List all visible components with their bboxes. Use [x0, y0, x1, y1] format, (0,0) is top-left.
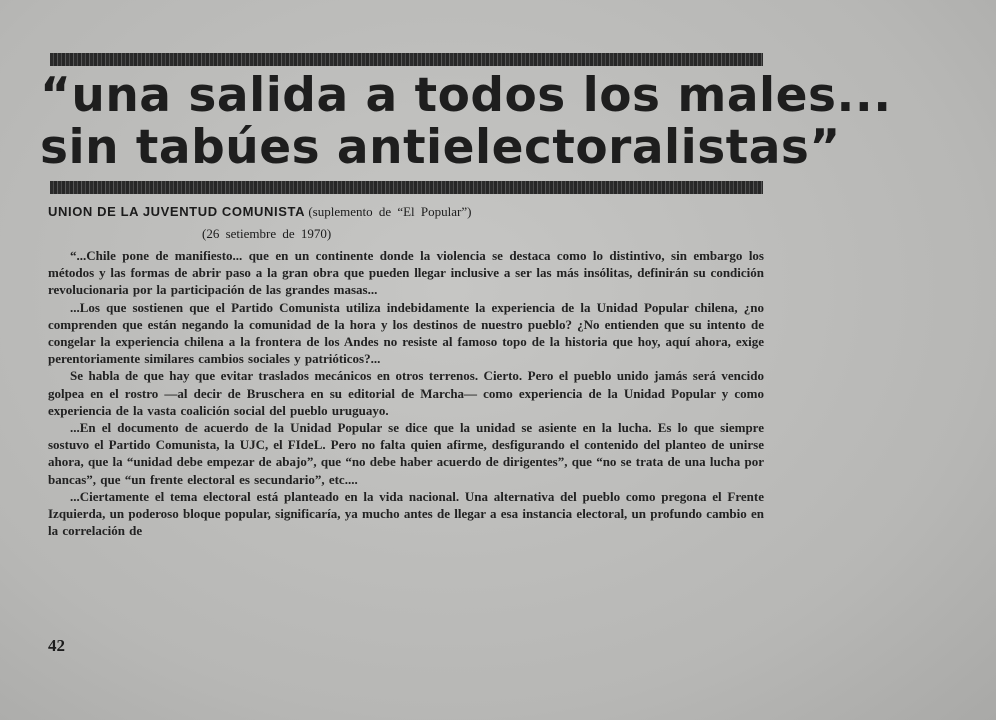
headline-line-2: sin tabúes antielectoralistas” — [40, 120, 841, 175]
bottom-rule — [50, 181, 763, 194]
byline-source: (suplemento de “El Popular”) — [308, 204, 472, 219]
headline-line-1: “una salida a todos los males... — [40, 68, 892, 123]
paragraph: ...Los que sostienen que el Partido Comunista utiliza indebidamente la experiencia de la Unidad Popular chilena, ¿no comprenden que están negando la comunidad de la hora y los destinos de nuestro pueblo? ¿No entienden que su intento de congelar la experiencia chilena a la frontera de los Andes no resiste al famoso topo de la historia que hoy, aquí ahora, exige perentoriamente similares cambios sociales y patrióticos?... — [48, 299, 764, 367]
paragraph: Se habla de que hay que evitar traslados mecánicos en otros terrenos. Cierto. Pero el pueblo unido jamás será vencido golpea en el rostro —al decir de Bruschera en su editorial de Marcha— como experiencia de la Unidad Popular y como experiencia de la vasta coalición social del pueblo uruguayo. — [48, 368, 764, 418]
article-text — [48, 247, 764, 539]
article-body — [48, 203, 764, 539]
byline-date: (26 setiembre de 1970) — [202, 226, 332, 241]
byline — [48, 203, 764, 221]
paragraph: ...En el documento de acuerdo de la Unidad Popular se dice que la unidad se asiente en la lucha. Es lo que siempre sostuvo el Partido Comunista, la UJC, el FIdeL. Pero no falta quien afirme, desfigurando el contenido del planteo de unirse ahora, que la “unidad debe empezar de abajo”, que “no debe haber acuerdo de dirigentes”, que “no se trata de una lucha por bancas”, que “un frente electoral es secundario”, etc.... — [48, 420, 764, 487]
top-rule — [50, 53, 763, 66]
paragraph: ...Ciertamente el tema electoral está planteado en la vida nacional. Una alternativa del pueblo como pregona el Frente Izquierda, un poderoso bloque popular, significaría, ya mucho antes de llegar a esa instancia electoral, un profundo cambio en la correlación de — [48, 488, 764, 539]
byline-organization: UNION DE LA JUVENTUD COMUNISTA — [48, 204, 306, 219]
paragraph: “...Chile pone de manifiesto... que en un continente donde la violencia se destaca como lo distintivo, sin embargo los métodos y las formas de abrir paso a la gran obra que pueden llegar inclusive a ser las más insólitas, definirán su condición revolucionaria por la participación de las grandes masas... — [48, 248, 764, 298]
page-number: 42 — [48, 636, 65, 655]
headline — [40, 68, 892, 175]
